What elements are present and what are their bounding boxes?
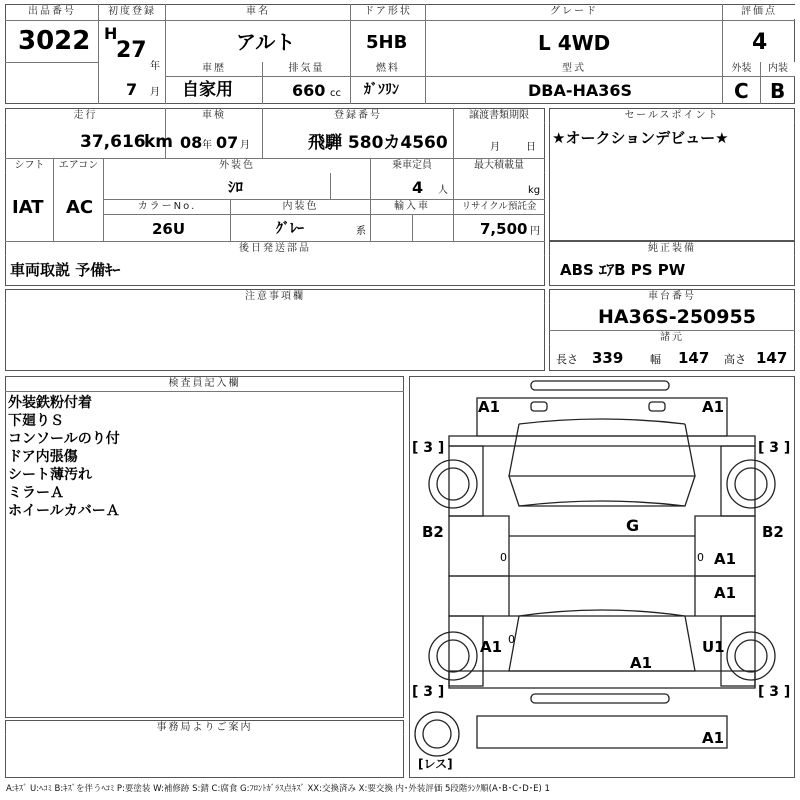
mark-right-mid: B2 (762, 523, 784, 541)
mileage-value: 37,616 (80, 132, 146, 152)
model-value: DBA-HA36S (528, 81, 633, 100)
lot-number: 3022 (18, 26, 91, 56)
later-parts-label: 後日発送部品 (6, 242, 544, 256)
inspection-month: 07 (216, 133, 239, 152)
score-label: 評価点 (723, 5, 795, 19)
zero-left: 0 (500, 551, 507, 564)
inspector-note-line: ホイールカバーＡ (8, 503, 120, 519)
import-label: 輸入車 (371, 200, 453, 214)
grade-label: グレード (426, 5, 722, 19)
sales-point-label: セールスポイント (550, 109, 794, 123)
ext-color-value: ｼﾛ (228, 178, 244, 196)
aircon-label: エアコン (54, 159, 103, 173)
mark-l-low: A1 (480, 638, 503, 656)
shift-value: IAT (12, 197, 44, 218)
transfer-month-unit: 月 (490, 142, 500, 153)
mark-center: G (626, 516, 640, 535)
office-label: 事務局よりご案内 (6, 721, 403, 735)
sales-point-box (549, 108, 795, 241)
mark-r2: A1 (714, 584, 737, 602)
displacement-label: 排気量 (263, 62, 350, 76)
shift-label: シフト (6, 159, 53, 173)
history-value: 自家用 (182, 80, 233, 100)
wid-value: 147 (678, 349, 710, 367)
history-label: 車歴 (166, 62, 262, 76)
caution-label: 注意事項欄 (6, 290, 544, 304)
int-color-value: ｸﾞﾚｰ (276, 221, 304, 237)
sales-point-value: ★オークションデビュー★ (552, 129, 729, 147)
color-no-label: カラーNo. (104, 200, 230, 214)
genuine-value: ABS ｴｱB PS PW (560, 261, 686, 279)
len-value: 339 (592, 349, 624, 367)
inspector-notes (8, 394, 120, 520)
mileage-label: 走行 (6, 109, 165, 123)
mark-r1: A1 (714, 550, 737, 568)
registration-value: 飛騨 580カ4560 (308, 133, 448, 153)
inspector-note-line: ミラーＡ (8, 485, 64, 501)
car-outline-diagram (409, 376, 795, 778)
genuine-label: 純正装備 (550, 242, 794, 256)
grade-value: L 4WD (538, 31, 611, 55)
chassis-value: HA36S-250955 (598, 306, 756, 328)
max-load-unit: kg (528, 185, 541, 196)
hgt-value: 147 (756, 349, 788, 367)
mark-fr-top: A1 (702, 398, 725, 416)
mark-r-low: U1 (702, 638, 725, 656)
legend: A:ｷｽﾞ U:ﾍｺﾐ B:ｷｽﾞを伴うﾍｺﾐ P:要塗装 W:補修跡 S:錆 C:腐食 G:ﾌﾛﾝﾄｶﾞﾗｽ点ｷｽﾞ XX:交換済み X:要交換 内･外装評価 5段階ﾗﾝｸ順(A･B･C･D･E) 1 (6, 784, 550, 794)
color-no-value: 26U (152, 220, 186, 238)
first-reg-label: 初度登録 (99, 5, 165, 19)
hgt-label: 高さ (724, 353, 746, 366)
capacity-unit: 人 (438, 185, 448, 196)
recycle-unit: 円 (530, 226, 540, 237)
zero-right: 0 (697, 551, 704, 564)
door-value: 5HB (366, 32, 408, 53)
inspector-note-line: 下廻りＳ (8, 413, 64, 429)
fuel-value: ｶﾞｿﾘﾝ (364, 82, 399, 98)
dims-label: 諸元 (550, 331, 794, 345)
fuel-label: 燃料 (351, 62, 425, 76)
inspection-label: 車検 (166, 109, 262, 123)
spare-tire: [レス] (418, 757, 453, 771)
displacement-unit: cc (330, 88, 341, 99)
inspection-year-unit: 年 (202, 140, 212, 151)
len-label: 長さ (556, 353, 578, 366)
displacement-value: 660 (292, 81, 326, 100)
tire-fr: [ 3 ] (758, 440, 791, 456)
chassis-label: 車台番号 (550, 290, 794, 304)
zero-center: 0 (508, 633, 515, 646)
inspector-note-line: コンソールのり付 (8, 431, 120, 447)
inspection-month-unit: 月 (240, 140, 250, 151)
tire-rl: [ 3 ] (412, 684, 445, 700)
later-parts-value: 車両取説 予備ｷｰ (10, 261, 121, 279)
car-name-label: 車名 (166, 5, 350, 19)
wid-label: 幅 (650, 353, 661, 366)
score-value: 4 (752, 30, 768, 55)
recycle-label: リサイクル預託金 (454, 200, 544, 214)
first-reg-year-unit: 年 (150, 61, 160, 72)
ext-label: 外装 (723, 62, 760, 76)
transfer-day-unit: 日 (526, 142, 536, 153)
car-name: アルト (236, 30, 296, 54)
registration-label: 登録番号 (263, 109, 453, 123)
tire-rr: [ 3 ] (758, 684, 791, 700)
door-label: ドア形状 (351, 5, 425, 19)
ext-grade: C (734, 79, 749, 103)
inspector-note-line: シート薄汚れ (8, 467, 92, 483)
lot-label: 出品番号 (6, 5, 98, 19)
mark-left-mid: B2 (422, 523, 444, 541)
inspection-year: 08 (180, 133, 203, 152)
inspector-note-line: 外装鉄粉付着 (8, 395, 92, 411)
first-reg-month-unit: 月 (150, 87, 160, 98)
model-label: 型式 (426, 62, 722, 76)
mark-c-low: A1 (630, 654, 653, 672)
capacity-value: 4 (412, 178, 424, 197)
first-reg-year: 27 (116, 38, 147, 63)
recycle-value: 7,500 (480, 220, 528, 238)
mark-fl-top: A1 (478, 398, 501, 416)
transfer-label: 譲渡書類期限 (454, 109, 544, 123)
int-grade: B (770, 79, 786, 103)
mark-bottom-r: A1 (702, 729, 725, 747)
int-color-label: 内装色 (231, 200, 370, 214)
ext-color-label: 外装色 (104, 159, 370, 173)
mileage-unit: km (144, 132, 174, 152)
aircon-value: AC (66, 197, 94, 218)
tire-fl: [ 3 ] (412, 440, 445, 456)
int-label: 内装 (761, 62, 795, 76)
max-load-label: 最大積載量 (454, 159, 544, 173)
int-color-unit: 系 (356, 226, 366, 237)
inspector-label: 検査員記入欄 (6, 377, 403, 391)
capacity-label: 乗車定員 (371, 159, 453, 173)
first-reg-month: 7 (126, 80, 138, 99)
inspector-note-line: ドア内張傷 (8, 449, 78, 465)
first-reg-era: H (104, 24, 118, 43)
